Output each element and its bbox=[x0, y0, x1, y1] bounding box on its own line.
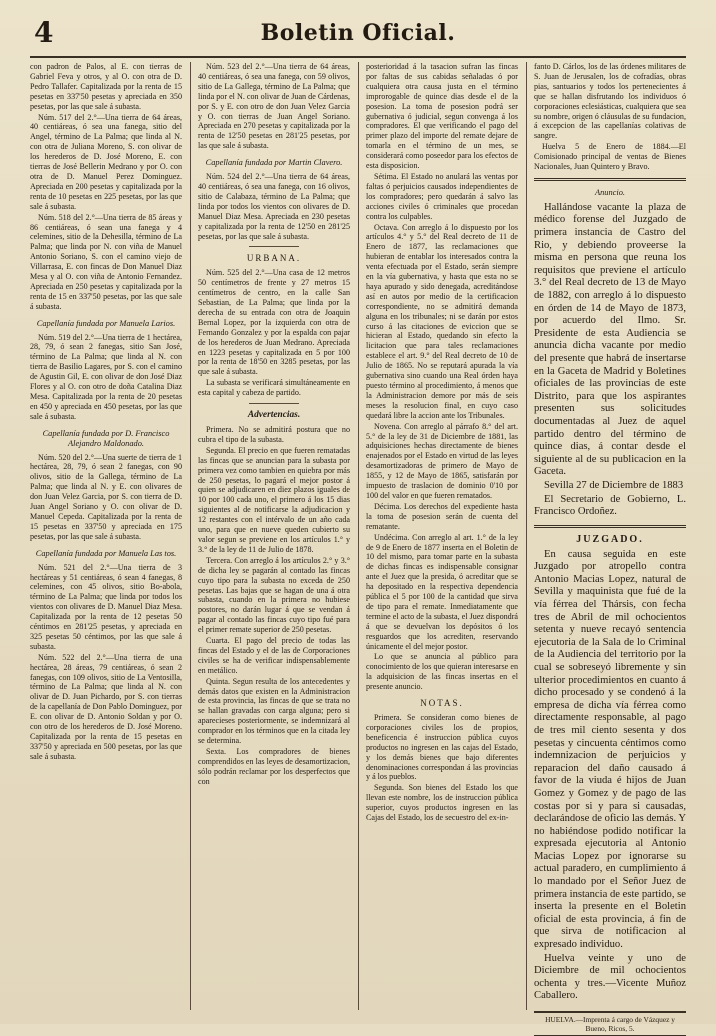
paragraph: Núm. 524 del 2.°—Una tierra de 64 áreas, 40 centiáreas, ó sea una fanega, con 16 olivos, sitio de Calabaza, término de La Palma; que linda por todos los vientos con olivares de D. Manuel Diaz Mesa. Apreciada en 230 pesetas y capitalizada por la renta de 12'50 en 281'25 pesetas, por las que sale á subasta. bbox=[198, 172, 350, 241]
section-heading: Capellanía fundada por Martin Clavero. bbox=[205, 158, 343, 168]
paragraph: Segunda. Son bienes del Estado los que llevan este nombre, los de instruccion pública superior, cuyos productos ingresen en las Cajas del Estado, los de secuestro del ex-in- bbox=[366, 783, 518, 823]
paragraph: Núm. 521 del 2.°—Una tierra de 3 hectáreas y 51 centiáreas, ó sean 4 fanegas, 8 celemines, con 45 olivos, sitio Bo-abola, término de La Palma; que linda por todos los vientos con olivares de D. Manuel Diaz Mesa. Capitalizada por la renta de 12 pesetas 50 céntimos en 281'25 pesetas, y apreciada en 325 pesetas 50 céntimos, por las que sale á subasta. bbox=[30, 562, 182, 651]
paragraph: El Secretario de Gobierno, L. Francisco Ordoñez. bbox=[534, 493, 686, 518]
printer-imprint: HUELVA.—Imprenta á cargo de Vázquez y Bueno, Ricos, 5. bbox=[534, 1011, 686, 1036]
paragraph: Núm. 525 del 2.°—Una casa de 12 metros 50 centímetros de frente y 27 metros 15 centímetros de centro, en la calle San Sebastian, de La Palma; que linda por la derecha de su entrada con otra de Joaquin Bernal Lopez, por la izquierda con otra de Fernando Gonzalez y por la espalda con pajar de los herederos de Juan Medrano. Apreciada en 1223 pesetas y capitalizada en 5 por 100 por la renta de 18'50 en 3285 pesetas, por las que sale á subasta. bbox=[198, 268, 350, 377]
column-4 bbox=[534, 62, 686, 1033]
paragraph: Primera. No se admitirá postura que no cubra el tipo de la subasta. bbox=[198, 425, 350, 444]
paragraph: Núm. 519 del 2.°—Una tierra de 1 hectárea, 28, 79, ó sean 2 fanegas, sitio San José, término de La Palma; que linda al N. con tierra de Basilio Lagares, por S. con el camino de Agustin Gil, E. con olivar de don José Diaz Flores y al O. con otro de doña Catalina Diaz Mesa. Capitalizada por la renta de 20 pesetas en 450 y apreciada en 450 pesetas, por las que sale á subasta. bbox=[30, 332, 182, 421]
paragraph: Sevilla 27 de Diciembre de 1883 bbox=[544, 479, 684, 491]
column-3 bbox=[366, 62, 518, 1010]
paragraph: En causa seguida en este Juzgado por atropello contra Antonio Macias Lopez, natural de Sevilla y maquinista que fué de la vía férrea del Thársis, con fecha tres de Abril de mil ochocientos setenta y nueve recayó sentencia ejecutoria de la Sala de lo Criminal de la Audiencia del territorio por la cual se sobreseyó libremente y sin ulterior procedimientos en cuanto á dicho procesado y se condenó á la empresa de dicha vía férrea como directamente responsable, al pago de tres mil ciento sesenta y dos pesetas y cincuenta céntimos como indemnizacion de perjuicios y reparacion del daño causado á favor de la viuda é hijos de Juan Gomez y Gomez y de pago de las costas por si y para si causadas, declarándose de oficio las demás. Y no habiéndose podido notificar la expresada ejecutoria al Antonio Macias Lopez por ignorarse su actual paradero, en cumplimiento á lo mandado por el Señor Juez de primera instancia de este partido, se inserta la presente en el Boletin oficial de esta provincia, á fin de que sirva de notificacion al expresado individuo. bbox=[534, 548, 686, 951]
paragraph: Núm. 517 del 2.°—Una tierra de 64 áreas, 40 centiáreas, ó sea una fanega, sitio del Angel, término de La Palma; que linda al N. con otra de Juliana Moreno, S. con olivar de los herederos de D. José Moreno, E. con tierras de José Bellerin Medrano y por O. con otra de D. Manuel Perez Dominguez. Apreciada en 200 pesetas y capitalizada por la renta de 10 pesetas en 225 pesetas, por las que sale á subasta. bbox=[30, 112, 182, 211]
double-rule bbox=[534, 525, 686, 528]
column-divider bbox=[358, 62, 359, 1010]
paragraph: La subasta se verificará simultáneamente en esta capital y cabeza de partido. bbox=[198, 378, 350, 398]
paragraph: Núm. 520 del 2.°—Una suerte de tierra de 1 hectárea, 28, 79, ó sean 2 fanegas, con 90 olivos, sitio de la Gallega, término de La Palma; que linda al N. y E. con olivares de don Juan Velez Garcia, por S. con tierra de D. Juan Angel Soriano y O. con olivar de D. Manuel Cepeda. Capitalizada por la renta de 15 pesetas en 337'50 y apreciada en 175 pesetas, por las que sale á subasta. bbox=[30, 452, 182, 541]
paragraph: Undécima. Con arreglo al art. 1.° de la ley de 9 de Enero de 1877 inserta en el Boletin de 10 del mismo, para tomar parte en la subasta de dichas fincas es indispensable consignar ante el Juez que la presida, ó acreditar que se ha depositado en la respectiva dependencia pública el 5 por 100 de la cantidad que sirva de tipo para el remate. Inmediatamente que termine el acto de la subasta, el Juez dispondrá á que se devuelvan los depósitos ó los resguardos que los acrediten, reservando únicamente el del mejor postor. bbox=[366, 532, 518, 651]
paragraph: Núm. 522 del 2.°—Una tierra de una hectárea, 28 áreas, 79 centiáreas, ó sean 2 fanegas, con 109 olivos, sitio de La Ventosilla, término de La Palma; que linda al N. con olivar de D. Juan Pichardo, por S. con tierras de la capellanía de Don Pablo Dominguez, por E. con olivar de D. Antonio Soldan y por O. con otro de los herederos de D. José Moreno. Capitalizada por la renta de 15 pesetas en 337'50 y apreciada en 500 pesetas, por las que sale á subasta. bbox=[30, 652, 182, 761]
paragraph: Décima. Los derechos del expediente hasta la toma de posesion serán de cuenta del rematante. bbox=[366, 501, 518, 531]
paragraph: Núm. 523 del 2.°—Una tierra de 64 áreas, 40 centiáreas, ó sea una fanega, con 59 olivos, sitio de La Gallega, término de La Palma; que linda por el N. con olivar de Juan de Cárdenas, por S. y E. con otro de don Juan Velez Garcia y O. con tierras de Juan Angel Soriano. Apreciada en 270 pesetas y capitalizada por la renta de 12'50 pesetas en 281'25 pesetas, por las que sale á subasta. bbox=[198, 62, 350, 151]
section-heading: Capellanía fundada por D. Francisco Alejandro Maldonado. bbox=[42, 428, 170, 448]
paragraph: Segunda. El precio en que fueren rematadas las fincas que se anuncian para la subasta por primera vez como tambien en quiebra por más de 250 pesetas, lo pagará el mejor postor á quien se adjudicaren en diez plazos iguales de 10 por 100 cada uno, el primero á los 15 dias siguientes al de notificarse la adjudicacion y 12 restantes con el intérvalo de un año cada uno, para que en nueve queden cubierto su valor segun se previene en los artículos 1.° y 3.° de la ley de 11 de Julio de 1878. bbox=[198, 445, 350, 554]
section-heading: Capellanía fundada por Manuela Larios. bbox=[36, 318, 176, 328]
section-heading: JUZGADO. bbox=[576, 533, 644, 545]
column-1 bbox=[30, 62, 182, 1010]
page-header bbox=[30, 14, 686, 58]
paragraph: Sétima. El Estado no anulará las ventas por faltas ó perjuicios causados independientes de los compradores; pero quedarán á salvo las acciones civiles ó criminales que procedan contra los culpables. bbox=[366, 171, 518, 221]
announcement-block bbox=[534, 202, 686, 519]
paper-title: Boletin Oficial. bbox=[260, 20, 456, 46]
paragraph: Quinta. Segun resulta de los antecedentes y demás datos que existen en la Administracion de esta provincia, las fincas de que se trata no se hallan gravadas con carga alguna; pero si aparecieses posteriormente, se indemnizará al comprador en los términos que en la citada ley se determina. bbox=[198, 676, 350, 746]
double-rule bbox=[534, 178, 686, 181]
section-heading: Advertencias. bbox=[247, 410, 301, 421]
paragraph: Huelva 5 de Enero de 1884.—El Comisionado principal de ventas de Bienes Nacionales, Juan Quintero y Bravo. bbox=[534, 142, 686, 172]
paragraph: posterioridad á la tasacion sufran las fincas por faltas de sus cabidas señaladas ó por cualquiera otra causa justa en el término improrogable de quince dias desde el de la posesion. La toma de posesion podrá ser gubernativa ó judicial, segun convenga á los compradores. El que verificando el pago del primer plazo del importe del remate dejare de tomarla en el término de un mes, se considerará como poseedor para los efectos de esta disposicion. bbox=[366, 62, 518, 171]
text-columns bbox=[30, 62, 686, 1033]
paragraph: Primera. Se consideran como bienes de corporaciones civiles los de propios, beneficencia é instruccion pública cuyos productos no ingresen en las cajas del Estado, y los demás bienes que bajo diferentes denominaciones correspondan á las provincias y á los pueblos. bbox=[366, 713, 518, 782]
separator bbox=[249, 403, 299, 404]
section-heading: Anuncio. bbox=[594, 187, 625, 197]
paragraph: Núm. 518 del 2.°—Una tierra de 85 áreas y 86 centiáreas, ó sean una fanega y 4 celemines, sitio de la Dehesilla, término de La Palma; que linda por N. con viña de Manuel Antonio Soriano, S. con el camino viejo de Villarrasa, E. con fincas de Don Manuel Diaz Mesa y al O. con viña de Antonio Fernandez. Apreciada en 250 pesetas y capitalizada por la renta de 15 en 337'50 pesetas, por las que sale á subasta. bbox=[30, 212, 182, 311]
section-heading: Capellanía fundada por Manuela Las tos. bbox=[35, 548, 177, 558]
section-heading: URBANA. bbox=[246, 253, 302, 264]
paragraph: Octava. Con arreglo á lo dispuesto por los artículos 4.° y 5.° del Real decreto de 11 de Enero de 1877, las reclamaciones que hubieran de entablar los interesados contra la venta efectuada por el Estado, serán siempre en la vía gubernativa, y hasta que esta no se haya apurado y sido denegada, acreditándose así en autos por medio de la certificacion correspondiente, no se admitirá demanda alguna en los tribunales; ni se darán por estos curso á las citaciones de eviccion que se hicieran al Estado, quedando sin efecto la licitacion que para tales reclamaciones establece el art. 9.° del Real decreto de 10 de Julio de 1865. No se reputará apurada la vía gubernativa sino cuando una Real órden haya puesto término al procedimiento, á menos que la Administracion demore por más de seis meses la resolucion final, en cuyo caso quedará libre la accion ante los Tribunales. bbox=[366, 222, 518, 420]
court-notice-block bbox=[534, 549, 686, 1003]
paragraph: Hallándose vacante la plaza de médico forense del Juzgado de primera instancia de Castro del Rio, y debiendo proveerse la misma en persona que reuna los requisitos que previene el artículo 3.° del Real decreto de 13 de Mayo de 1882, con arreglo á lo dispuesto en órden de 14 de Mayo de 1873, por acuerdo del Ilmo. Sr. Presidente de esta Audiencia se anuncia dicha vacante por medio del presente que habrá de insertarse en la Gaceta de Madrid y Boletines oficiales de las provincias de este Distrito, para que los aspirantes presenten sus solicitudes documentadas al Juez de aquel partido dentro del término de quince dias, á contar desde el siguiente al de su publicacion en la Gaceta. bbox=[534, 201, 686, 478]
paragraph: con padron de Palos, al E. con tierras de Gabriel Feva y otros, y al O. con otra de D. Pedro Tallafer. Capitalizada por la renta de 15 pesetas en 337'50 pesetas y apreciada en 350 pesetas, por las que sale á subasta. bbox=[30, 62, 182, 111]
paragraph: Sexta. Los compradores de bienes comprendidos en las leyes de desamortizacion, sólo podrán reclamar por los desperfectos que con bbox=[198, 747, 350, 786]
column-divider bbox=[526, 62, 527, 1010]
section-heading: NOTAS. bbox=[420, 698, 464, 709]
separator bbox=[249, 246, 299, 247]
paragraph: Cuarta. El pago del precio de todas las fincas del Estado y el de las de Corporaciones civiles se ha de verificar indispensablemente en metálico. bbox=[198, 636, 350, 675]
paragraph: Huelva veinte y uno de Diciembre de mil ochocientos ochenta y tres.—Vicente Muñoz Caballero. bbox=[534, 952, 686, 1002]
page-number: 4 bbox=[34, 16, 54, 49]
paragraph: Lo que se anuncia al público para conocimiento de los que quieran interesarse en la adquisicion de las fincas insertas en el presente anuncio. bbox=[366, 652, 518, 692]
column-divider bbox=[190, 62, 191, 1010]
paragraph: fanto D. Cárlos, los de las órdenes militares de S. Juan de Jerusalen, los de cofradías, obras pias, santuarios y todos los pertenecientes á que se hallan disfrutando los individuos ó corporaciones eclesiásticas, cualquiera que sea su nombre, origen ó cláusulas de su fundacion, á excepcion de las capellanías colativas de sangre. bbox=[534, 62, 686, 141]
paragraph: Novena. Con arreglo al párrafo 8.° del art. 5.° de la ley de 31 de Diciembre de 1881, las adquisiciones hechas directamente de bienes enajenados por el Estado en virtud de las leyes desamortizadoras de primero de Mayo de 1855, y 12 de Mayo de 1865, satisfarán por impuesto de traslacion de dominio 0'10 por 100 del valor en que fueren rematados. bbox=[366, 421, 518, 500]
paragraph: Tercera. Con arreglo á los artículos 2.° y 3.° de dicha ley se pagarán al contado las fincas cuyo tipo para la subasta no exceda de 250 pesetas. Las bajas que se hagan de una á otra subasta, cuando en la primera no hubiese postores, no darán lugar á que se vendan á pagar al contado las fincas cuyo tipo fué para el primer remate superior de 250 pesetas. bbox=[198, 555, 350, 635]
column-2 bbox=[198, 62, 350, 1010]
